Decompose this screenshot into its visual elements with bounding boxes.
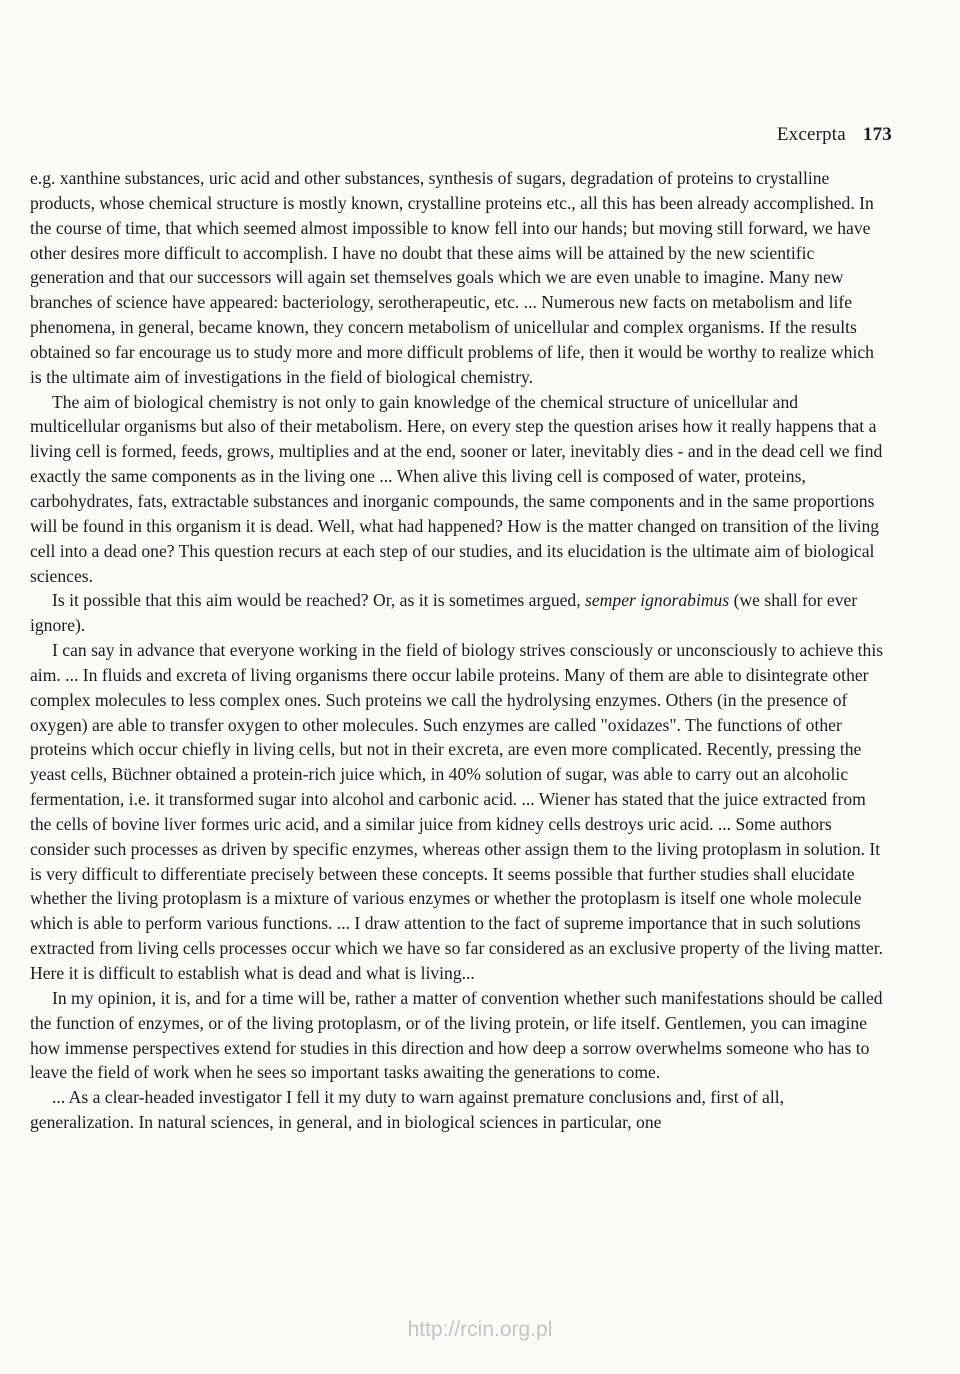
paragraph-2: The aim of biological chemistry is not only to gain knowledge of the chemical structure of unicellular and multicellular organisms but also of their metabolism. Here, on every step the question arises how it really happens that a living cell is formed, feeds, grows, multiplies and at the end, sooner or later, inevitably dies - and in the dead cell we find exactly the same components as in the living one ... When alive this living cell is composed of water, proteins, carbohydrates, fats, extractable substances and inorganic compounds, the same components and in the same proportions will be found in this organism it is dead. Well, what had happened? How is the matter changed on transition of the living cell into a dead one? This question recurs at each step of our studies, and its elucidation is the ultimate aim of biological sciences. <box>30 391 883 586</box>
paragraph-4: I can say in advance that everyone working in the field of biology strives consciously or unconsciously to achieve this aim. ... In fluids and excreta of living organisms there occur labile proteins. Many of them are able to disintegrate other complex molecules to less complex ones. Such proteins we call the hydrolysing enzymes. Others (in the presence of oxygen) are able to transfer oxygen to other molecules. Such enzymes are called "oxidazes". The functions of other proteins which occur chiefly in living cells, but not in their excreta, are even more complicated. Recently, pressing the yeast cells, Büchner obtained a protein-rich juice which, in 40% solution of sugar, was able to carry out an alcoholic fermentation, i.e. it transformed sugar into alcohol and carbonic acid. ... Wiener has stated that the juice extracted from the cells of bovine liver formes uric acid, and a similar juice from kidney cells destroys uric acid. ... Some authors consider such processes as driven by specific enzymes, whereas other assign them to the living protoplasm in solution. It is very difficult to differentiate precisely between these concepts. It seems possible that further studies shall elucidate whether the living protoplasm is a mixture of various enzymes or whether the protoplasm is itself one whole molecule which is able to perform various functions. ... I draw attention to the fact of supreme importance that in such solutions extracted from living cells processes occur which we have so far considered as an exclusive property of the living matter. Here it is difficult to establish what is dead and what is living... <box>30 640 884 983</box>
footer-url: http://rcin.org.pl <box>407 1318 553 1341</box>
paragraph-5: In my opinion, it is, and for a time will be, rather a matter of convention whether such manifestations should be called the function of enzymes, or of the living protoplasm, or of the living protein, or life itself. Gentlemen, you can imagine how immense perspectives extend for studies in this direction and how deep a sorrow overwhelms someone who has to leave the field of work when he sees so important tasks awaiting the generations to come. <box>30 987 883 1083</box>
latin-phrase: semper ignorabimus <box>585 590 730 611</box>
running-header <box>777 124 892 146</box>
section-title: Excerpta <box>776 124 846 145</box>
body-text <box>30 166 890 1135</box>
paragraph-1: e.g. xanthine substances, uric acid and other substances, synthesis of sugars, degradation of proteins to crystalline products, whose chemical structure is mostly known, crystalline proteins etc., all this has been already accomplished. In the course of time, that which seemed almost impossible to know fell into our hands; but moving still forward, we have other desires more difficult to accomplish. I have no doubt that these aims will be attained by the new scientific generation and that our successors will again set themselves goals which we are even unable to imagine. Many new branches of science have appeared: bacteriology, serotherapeutic, etc. ... Numerous new facts on metabolism and life phenomena, in general, became known, they concern metabolism of unicellular and complex organisms. If the results obtained so far encourage us to study more and more difficult problems of life, then it would be worthy to realize which is the ultimate aim of investigations in the field of biological chemistry. <box>30 168 874 387</box>
paragraph-3-text-after: (we shall for ever ignore). <box>30 590 858 636</box>
page-number: 173 <box>862 124 892 145</box>
paragraph-3 <box>30 588 890 638</box>
paragraph-3-text-before: Is it possible that this aim would be reached? Or, as it is sometimes argued, <box>52 590 586 611</box>
paragraph-6: ... As a clear-headed investigator I fell it my duty to warn against premature conclusions and, first of all, generalization. In natural sciences, in general, and in biological sciences in particular, one <box>30 1087 785 1133</box>
